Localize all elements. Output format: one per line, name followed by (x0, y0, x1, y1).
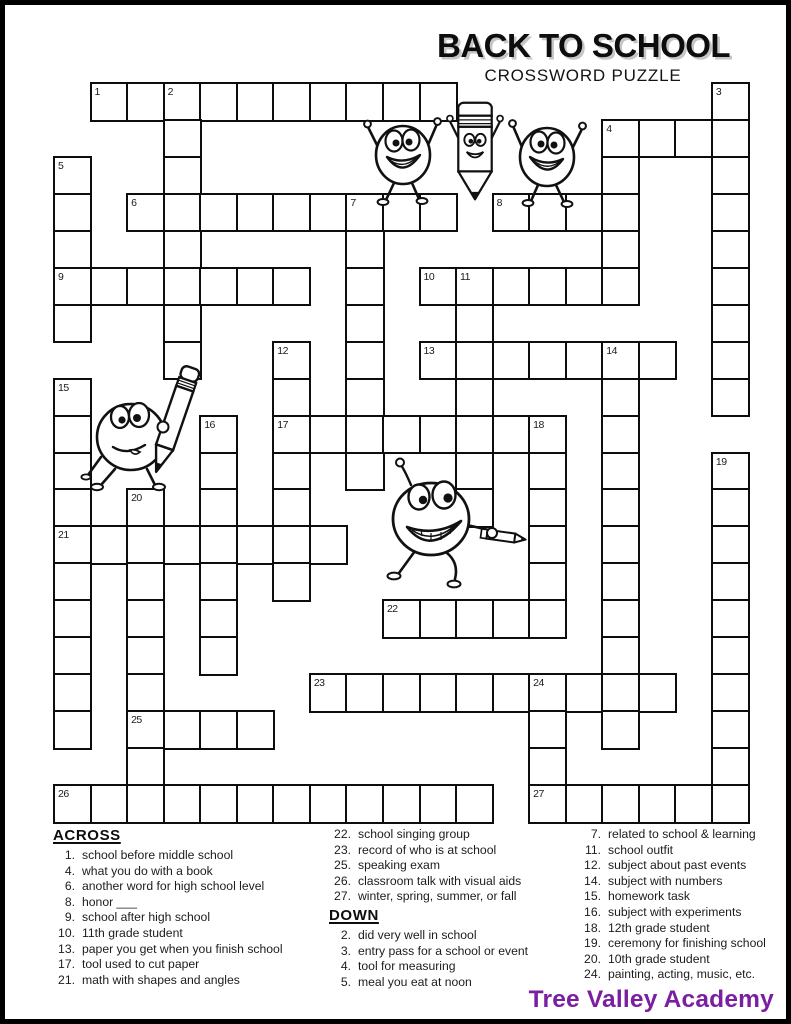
grid-cell[interactable] (53, 378, 92, 418)
clue-number: 13. (58, 941, 75, 956)
cell-number: 7 (350, 196, 356, 209)
clue-number: 22. (334, 827, 351, 841)
cell-number: 2 (167, 86, 173, 98)
grid-cell[interactable] (53, 415, 92, 455)
grid-cell[interactable] (163, 119, 202, 159)
grid-cell[interactable] (382, 784, 421, 824)
grid-cell[interactable] (309, 525, 348, 565)
grid-cell[interactable] (163, 304, 202, 344)
grid-cell[interactable] (711, 562, 750, 602)
grid-cell[interactable] (199, 562, 238, 602)
clue-text: homework task (608, 889, 690, 904)
cell-number: 20 (131, 492, 142, 505)
grid-cell[interactable] (53, 525, 92, 565)
grid-cell[interactable] (711, 267, 750, 307)
clue-item (327, 959, 579, 975)
grid-cell[interactable] (345, 304, 384, 344)
clue-item (577, 952, 791, 968)
clue-text: record of who is at school (358, 842, 497, 857)
grid-cell[interactable] (492, 673, 531, 713)
clue-text: subject about past events (608, 858, 747, 873)
grid-cell[interactable] (711, 488, 750, 528)
grid-cell[interactable] (163, 156, 202, 196)
grid-cell[interactable] (345, 784, 384, 824)
clue-number: 16. (584, 904, 601, 919)
grid-cell[interactable] (272, 378, 311, 418)
grid-cell[interactable] (601, 415, 640, 455)
clue-number: 7. (590, 827, 601, 841)
clue-item (327, 874, 579, 890)
grid-cell[interactable] (126, 747, 165, 787)
grid-cell[interactable] (638, 673, 677, 713)
clue-item (327, 889, 579, 905)
clue-number: 1. (64, 848, 75, 862)
grid-cell[interactable] (199, 525, 238, 565)
clue-item (327, 928, 579, 944)
grid-cell[interactable] (272, 452, 311, 492)
grid-cell[interactable] (492, 193, 531, 233)
grid-cell[interactable] (419, 599, 458, 639)
grid-cell[interactable] (236, 193, 275, 233)
grid-cell[interactable] (528, 415, 567, 455)
grid-cell[interactable] (565, 341, 604, 381)
grid-cell[interactable] (345, 230, 384, 270)
grid-cell[interactable] (528, 452, 567, 492)
clue-number: 4. (340, 959, 351, 974)
grid-cell[interactable] (711, 599, 750, 639)
grid-cell[interactable] (528, 710, 567, 750)
cell-number: 11 (460, 270, 470, 283)
clue-item (577, 921, 791, 937)
grid-cell[interactable] (199, 710, 238, 750)
clue-item (51, 957, 327, 973)
grid-cell[interactable] (309, 673, 348, 713)
grid-cell[interactable] (601, 636, 640, 676)
clue-item (51, 879, 327, 895)
cell-number: 8 (496, 196, 502, 209)
clue-item (327, 827, 579, 843)
cell-number: 1 (94, 86, 100, 98)
clue-text: subject with experiments (608, 904, 742, 919)
grid-cell[interactable] (126, 636, 165, 676)
clue-text: school outfit (608, 842, 674, 857)
grid-cell[interactable] (199, 193, 238, 233)
grid-cell[interactable] (601, 488, 640, 528)
grid-cell[interactable] (199, 267, 238, 307)
grid-cell[interactable] (528, 525, 567, 565)
grid-cell[interactable] (382, 673, 421, 713)
grid-cell[interactable] (90, 525, 129, 565)
grid-cell[interactable] (711, 156, 750, 196)
clue-item (577, 905, 791, 921)
clue-text: math with shapes and angles (82, 972, 240, 987)
down-header: DOWN (329, 906, 379, 924)
clue-number: 17. (58, 957, 75, 972)
clue-item (327, 944, 579, 960)
clue-text: entry pass for a school or event (358, 943, 529, 958)
cell-number: 18 (533, 418, 544, 431)
cell-number: 24 (533, 677, 544, 690)
cell-number: 21 (58, 529, 69, 542)
grid-cell[interactable] (272, 562, 311, 602)
grid-cell[interactable] (345, 378, 384, 418)
cell-number: 5 (58, 159, 64, 172)
grid-cell[interactable] (126, 82, 165, 122)
clue-number: 15. (584, 889, 601, 904)
clue-number: 24. (584, 967, 601, 982)
clue-text: 11th grade student (82, 925, 183, 940)
clue-number: 4. (64, 863, 75, 878)
grid-cell[interactable] (455, 267, 494, 307)
clue-item (327, 843, 579, 859)
grid-cell[interactable] (309, 193, 348, 233)
grid-cell[interactable] (163, 193, 202, 233)
cell-number: 17 (277, 418, 288, 431)
cell-number: 27 (533, 788, 544, 801)
cell-number: 10 (423, 270, 435, 283)
grid-cell[interactable] (638, 119, 677, 159)
cell-number: 12 (277, 344, 288, 357)
grid-cell[interactable] (126, 710, 165, 750)
grid-cell[interactable] (674, 119, 713, 159)
grid-cell[interactable] (601, 710, 640, 750)
grid-cell[interactable] (236, 525, 275, 565)
grid-cell[interactable] (163, 784, 202, 824)
grid-cell[interactable] (455, 599, 494, 639)
clue-item (51, 973, 327, 989)
grid-cell[interactable] (601, 378, 640, 418)
clue-text: painting, acting, music, etc. (608, 967, 755, 982)
grid-cell[interactable] (53, 267, 92, 307)
grid-cell[interactable] (236, 784, 275, 824)
clue-item (51, 895, 327, 911)
grid-cell[interactable] (455, 673, 494, 713)
page-subtitle: CROSSWORD PUZZLE (484, 66, 682, 85)
grid-cell[interactable] (199, 452, 238, 492)
clue-number: 12. (584, 858, 601, 873)
grid-cell[interactable] (199, 488, 238, 528)
grid-cell[interactable] (53, 673, 92, 713)
clue-text: school before middle school (82, 848, 234, 862)
clue-text: what you do with a book (82, 863, 213, 878)
grid-cell[interactable] (272, 525, 311, 565)
cell-number: 23 (313, 677, 325, 690)
clue-number: 20. (584, 951, 601, 966)
cell-number: 13 (423, 344, 435, 357)
grid-cell[interactable] (236, 710, 275, 750)
grid-cell[interactable] (53, 230, 92, 270)
cell-number: 15 (58, 381, 69, 394)
grid-cell[interactable] (53, 304, 92, 344)
clue-text: school after high school (82, 910, 211, 925)
grid-cell[interactable] (126, 193, 165, 233)
clue-number: 6. (64, 879, 75, 894)
grid-cell[interactable] (711, 710, 750, 750)
grid-cell[interactable] (455, 452, 494, 492)
brand-logo: Tree Valley Academy (528, 986, 774, 1013)
grid-cell[interactable] (528, 341, 567, 381)
grid-cell[interactable] (382, 599, 421, 639)
grid-cell[interactable] (272, 784, 311, 824)
grid-cell[interactable] (345, 673, 384, 713)
grid-cell[interactable] (711, 673, 750, 713)
grid-cell[interactable] (272, 341, 311, 381)
clue-item (327, 858, 579, 874)
clue-text: speaking exam (358, 858, 440, 873)
clue-number: 11. (584, 842, 601, 857)
page-title: BACK TO SCHOOL (437, 27, 731, 64)
grid-cell[interactable] (419, 267, 458, 307)
grid-cell[interactable] (345, 415, 384, 455)
grid-cell[interactable] (272, 193, 311, 233)
grid-cell[interactable] (126, 267, 165, 307)
grid-cell[interactable] (90, 82, 129, 122)
grid-cell[interactable] (601, 341, 640, 381)
grid-cell[interactable] (601, 193, 640, 233)
cell-number: 22 (386, 603, 398, 616)
clue-item (51, 864, 327, 880)
grid-cell[interactable] (53, 156, 92, 196)
grid-cell[interactable] (711, 452, 750, 492)
grid-cell[interactable] (345, 452, 384, 492)
grid-cell[interactable] (163, 341, 202, 381)
clue-number: 26. (334, 873, 351, 888)
grid-cell[interactable] (711, 304, 750, 344)
clues-column-across (51, 825, 327, 988)
clue-number: 21. (58, 972, 75, 987)
grid-cell[interactable] (601, 230, 640, 270)
clue-text: school singing group (358, 827, 470, 841)
clue-number: 14. (584, 873, 601, 888)
grid-cell[interactable] (711, 378, 750, 418)
grid-cell[interactable] (419, 341, 458, 381)
clue-number: 19. (584, 936, 601, 951)
grid-cell[interactable] (492, 599, 531, 639)
grid-cell[interactable] (565, 784, 604, 824)
grid-cell[interactable] (345, 341, 384, 381)
clue-item (51, 910, 327, 926)
grid-cell[interactable] (126, 599, 165, 639)
grid-cell[interactable] (638, 341, 677, 381)
grid-cell[interactable] (90, 784, 129, 824)
grid-cell[interactable] (345, 193, 384, 233)
grid-cell[interactable] (455, 341, 494, 381)
grid-cell[interactable] (711, 525, 750, 565)
clue-number: 25. (334, 858, 351, 873)
grid-cell[interactable] (53, 488, 92, 528)
grid-cell[interactable] (601, 452, 640, 492)
grid-cell[interactable] (601, 599, 640, 639)
grid-cell[interactable] (53, 784, 92, 824)
grid-cell[interactable] (528, 747, 567, 787)
clue-text: did very well in school (358, 927, 477, 942)
grid-cell[interactable] (711, 341, 750, 381)
grid-cell[interactable] (455, 378, 494, 418)
clue-text: meal you eat at noon (358, 974, 472, 989)
clue-text: related to school & learning (608, 827, 756, 841)
grid-cell[interactable] (53, 599, 92, 639)
clue-item (577, 858, 791, 874)
clue-text: another word for high school level (82, 879, 265, 894)
grid-cell[interactable] (528, 193, 567, 233)
grid-cell[interactable] (345, 82, 384, 122)
grid-cell[interactable] (711, 82, 750, 122)
grid-cell[interactable] (419, 193, 458, 233)
grid-cell[interactable] (528, 784, 567, 824)
clue-number: 23. (334, 842, 351, 857)
grid-cell[interactable] (528, 673, 567, 713)
grid-cell[interactable] (126, 673, 165, 713)
grid-cell[interactable] (455, 488, 494, 528)
clue-number: 5. (340, 974, 351, 989)
clue-item (327, 975, 579, 991)
grid-cell[interactable] (565, 193, 604, 233)
clue-item (577, 827, 791, 843)
cell-number: 26 (58, 788, 69, 801)
clue-number: 18. (584, 920, 601, 935)
grid-cell[interactable] (309, 415, 348, 455)
clues-column-down (577, 827, 791, 983)
grid-cell[interactable] (199, 599, 238, 639)
grid-cell[interactable] (711, 119, 750, 159)
grid-cell[interactable] (90, 267, 129, 307)
grid-cell[interactable] (309, 784, 348, 824)
grid-cell[interactable] (711, 747, 750, 787)
grid-cell[interactable] (455, 784, 494, 824)
cell-number: 25 (131, 714, 142, 727)
grid-cell[interactable] (492, 341, 531, 381)
grid-cell[interactable] (492, 415, 531, 455)
grid-cell[interactable] (419, 784, 458, 824)
grid-cell[interactable] (126, 488, 165, 528)
grid-cell[interactable] (163, 525, 202, 565)
grid-cell[interactable] (711, 193, 750, 233)
grid-cell[interactable] (492, 267, 531, 307)
grid-cell[interactable] (236, 82, 275, 122)
grid-cell[interactable] (674, 784, 713, 824)
clue-text: 10th grade student (608, 951, 710, 966)
clue-item (577, 889, 791, 905)
grid-cell[interactable] (272, 267, 311, 307)
grid-cell[interactable] (199, 784, 238, 824)
grid-cell[interactable] (163, 82, 202, 122)
grid-cell[interactable] (199, 415, 238, 455)
cell-number: 4 (606, 122, 612, 135)
grid-cell[interactable] (53, 452, 92, 492)
cell-number: 9 (58, 270, 64, 283)
clue-item (577, 843, 791, 859)
grid-cell[interactable] (419, 415, 458, 455)
grid-cell[interactable] (528, 562, 567, 602)
clue-text: paper you get when you finish school (82, 941, 283, 956)
grid-cell[interactable] (345, 267, 384, 307)
clue-text: winter, spring, summer, or fall (358, 889, 517, 904)
grid-cell[interactable] (565, 267, 604, 307)
grid-cell[interactable] (601, 267, 640, 307)
clue-text: tool for measuring (358, 959, 456, 974)
clue-number: 3. (340, 943, 351, 958)
clue-item (577, 967, 791, 983)
clue-number: 27. (334, 889, 351, 904)
across-header: ACROSS (53, 827, 121, 844)
grid-cell[interactable] (309, 82, 348, 122)
grid-cell[interactable] (199, 636, 238, 676)
clue-item (51, 926, 327, 942)
grid-cell[interactable] (638, 784, 677, 824)
clue-text: 12th grade student (608, 920, 710, 935)
clue-item (577, 874, 791, 890)
grid-cell[interactable] (455, 304, 494, 344)
grid-cell[interactable] (382, 193, 421, 233)
cell-number: 6 (131, 196, 137, 209)
grid-cell[interactable] (455, 415, 494, 455)
grid-cell[interactable] (53, 636, 92, 676)
cell-number: 3 (715, 86, 722, 98)
grid-cell[interactable] (565, 673, 604, 713)
grid-cell[interactable] (272, 415, 311, 455)
clues-column-middle (327, 827, 579, 990)
grid-cell[interactable] (163, 230, 202, 270)
grid-cell[interactable] (126, 562, 165, 602)
cell-number: 19 (715, 455, 727, 468)
clue-number: 8. (64, 894, 75, 909)
grid-cell[interactable] (236, 267, 275, 307)
grid-cell[interactable] (199, 82, 238, 122)
grid-cell[interactable] (528, 267, 567, 307)
grid-cell[interactable] (601, 156, 640, 196)
grid-cell[interactable] (53, 562, 92, 602)
clue-item (51, 848, 327, 864)
clue-item (51, 942, 327, 958)
grid-cell[interactable] (382, 415, 421, 455)
grid-cell[interactable] (126, 784, 165, 824)
grid-cell[interactable] (419, 82, 458, 122)
grid-cell[interactable] (419, 673, 458, 713)
cell-number: 14 (606, 344, 617, 357)
grid-cell[interactable] (711, 230, 750, 270)
grid-cell[interactable] (528, 488, 567, 528)
clue-number: 2. (340, 927, 351, 942)
grid-cell[interactable] (53, 710, 92, 750)
grid-cell[interactable] (272, 82, 311, 122)
grid-cell[interactable] (601, 525, 640, 565)
grid-cell[interactable] (528, 599, 567, 639)
grid-cell[interactable] (601, 562, 640, 602)
clue-number: 10. (58, 925, 75, 940)
grid-cell[interactable] (53, 193, 92, 233)
grid-cell[interactable] (601, 784, 640, 824)
grid-cell[interactable] (272, 488, 311, 528)
grid-cell[interactable] (163, 267, 202, 307)
grid-cell[interactable] (711, 784, 750, 824)
grid-cell[interactable] (711, 636, 750, 676)
grid-cell[interactable] (163, 710, 202, 750)
clue-text: tool used to cut paper (82, 957, 200, 972)
clue-item (577, 936, 791, 952)
clue-number: 9. (64, 910, 75, 925)
cell-number: 16 (204, 418, 215, 431)
clue-text: classroom talk with visual aids (358, 873, 522, 888)
grid-cell[interactable] (126, 525, 165, 565)
clue-text: subject with numbers (608, 873, 723, 888)
grid-cell[interactable] (601, 673, 640, 713)
grid-cell[interactable] (382, 82, 421, 122)
grid-cell[interactable] (601, 119, 640, 159)
clue-text: ceremony for finishing school (608, 936, 766, 951)
clue-text: honor ___ (82, 894, 137, 909)
